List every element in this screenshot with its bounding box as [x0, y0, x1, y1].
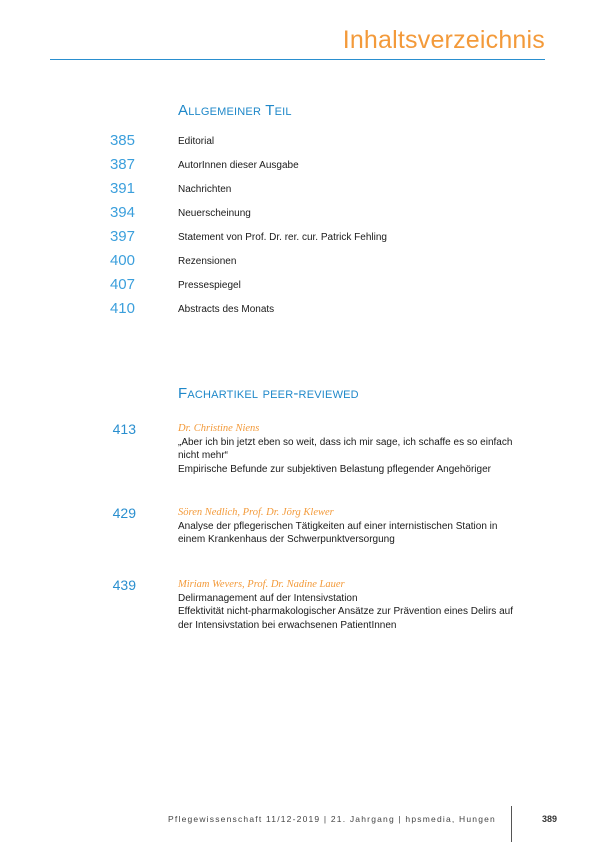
toc-entry-title: Abstracts des Monats — [178, 304, 275, 315]
section-heading-peer-reviewed: Fachartikel peer-reviewed — [178, 385, 359, 402]
toc-row[interactable] — [0, 300, 595, 320]
toc-page-number: 400 — [109, 252, 135, 269]
article-body — [178, 578, 548, 632]
toc-entry-title: Nachrichten — [178, 184, 232, 195]
toc-row[interactable] — [0, 228, 595, 248]
toc-entry-title: Neuerscheinung — [178, 208, 251, 219]
toc-row[interactable] — [0, 252, 595, 272]
toc-page-number: 385 — [109, 132, 135, 149]
footer-page-number: 389 — [541, 814, 557, 824]
toc-row[interactable] — [0, 156, 595, 176]
toc-row[interactable] — [0, 180, 595, 200]
page-title: Inhaltsverzeichnis — [342, 26, 545, 54]
article-title-line: Delirmanagement auf der Intensivstation — [178, 592, 358, 604]
toc-page-number: 410 — [109, 300, 135, 317]
toc-row[interactable] — [0, 132, 595, 152]
article-subtitle-line: Empirische Befunde zur subjektiven Belastung pflegender Angehöriger — [178, 463, 491, 475]
section-heading-general: Allgemeiner Teil — [178, 102, 292, 119]
article-body — [178, 422, 548, 476]
toc-entry-title: AutorInnen dieser Ausgabe — [178, 160, 299, 171]
article-subtitle-line: der Intensivstation bei erwachsenen PatientInnen — [178, 619, 397, 631]
article-authors: Miriam Wevers, Prof. Dr. Nadine Lauer — [178, 579, 345, 590]
toc-page-number: 397 — [109, 228, 135, 245]
article-page-number: 439 — [112, 577, 136, 593]
article-authors: Sören Nedlich, Prof. Dr. Jörg Klewer — [178, 507, 334, 518]
toc-page-number: 407 — [109, 276, 135, 293]
title-divider — [50, 59, 545, 60]
article-page-number: 413 — [112, 421, 136, 437]
article-body — [178, 506, 548, 547]
article-title-line: nicht mehr“ — [178, 450, 229, 461]
footer-journal-info: Pflegewissenschaft 11/12-2019 | 21. Jahrgang | hpsmedia, Hungen — [168, 814, 496, 824]
toc-entry-title: Pressespiegel — [178, 280, 241, 291]
toc-entry-title: Rezensionen — [178, 256, 237, 267]
article-title-line: einem Krankenhaus der Schwerpunktversorgung — [178, 534, 395, 545]
article-title-line: Analyse der pflegerischen Tätigkeiten auf einer internistischen Station in — [178, 520, 498, 532]
article-page-number: 429 — [112, 505, 136, 521]
toc-entry-title: Editorial — [178, 136, 215, 147]
article-authors: Dr. Christine Niens — [178, 423, 260, 434]
toc-page-number: 391 — [109, 180, 135, 197]
article-title-line: „Aber ich bin jetzt eben so weit, dass ich mir sage, ich schaffe es so einfach — [178, 436, 513, 448]
toc-page-number: 387 — [109, 156, 135, 173]
toc-row[interactable] — [0, 204, 595, 224]
article-subtitle-line: Effektivität nicht-pharmakologischer Ansätze zur Prävention eines Delirs auf — [178, 606, 513, 617]
toc-page-number: 394 — [109, 204, 135, 221]
toc-entry-title: Statement von Prof. Dr. rer. cur. Patrick Fehling — [178, 232, 387, 243]
toc-row[interactable] — [0, 276, 595, 296]
footer-divider — [511, 806, 512, 842]
